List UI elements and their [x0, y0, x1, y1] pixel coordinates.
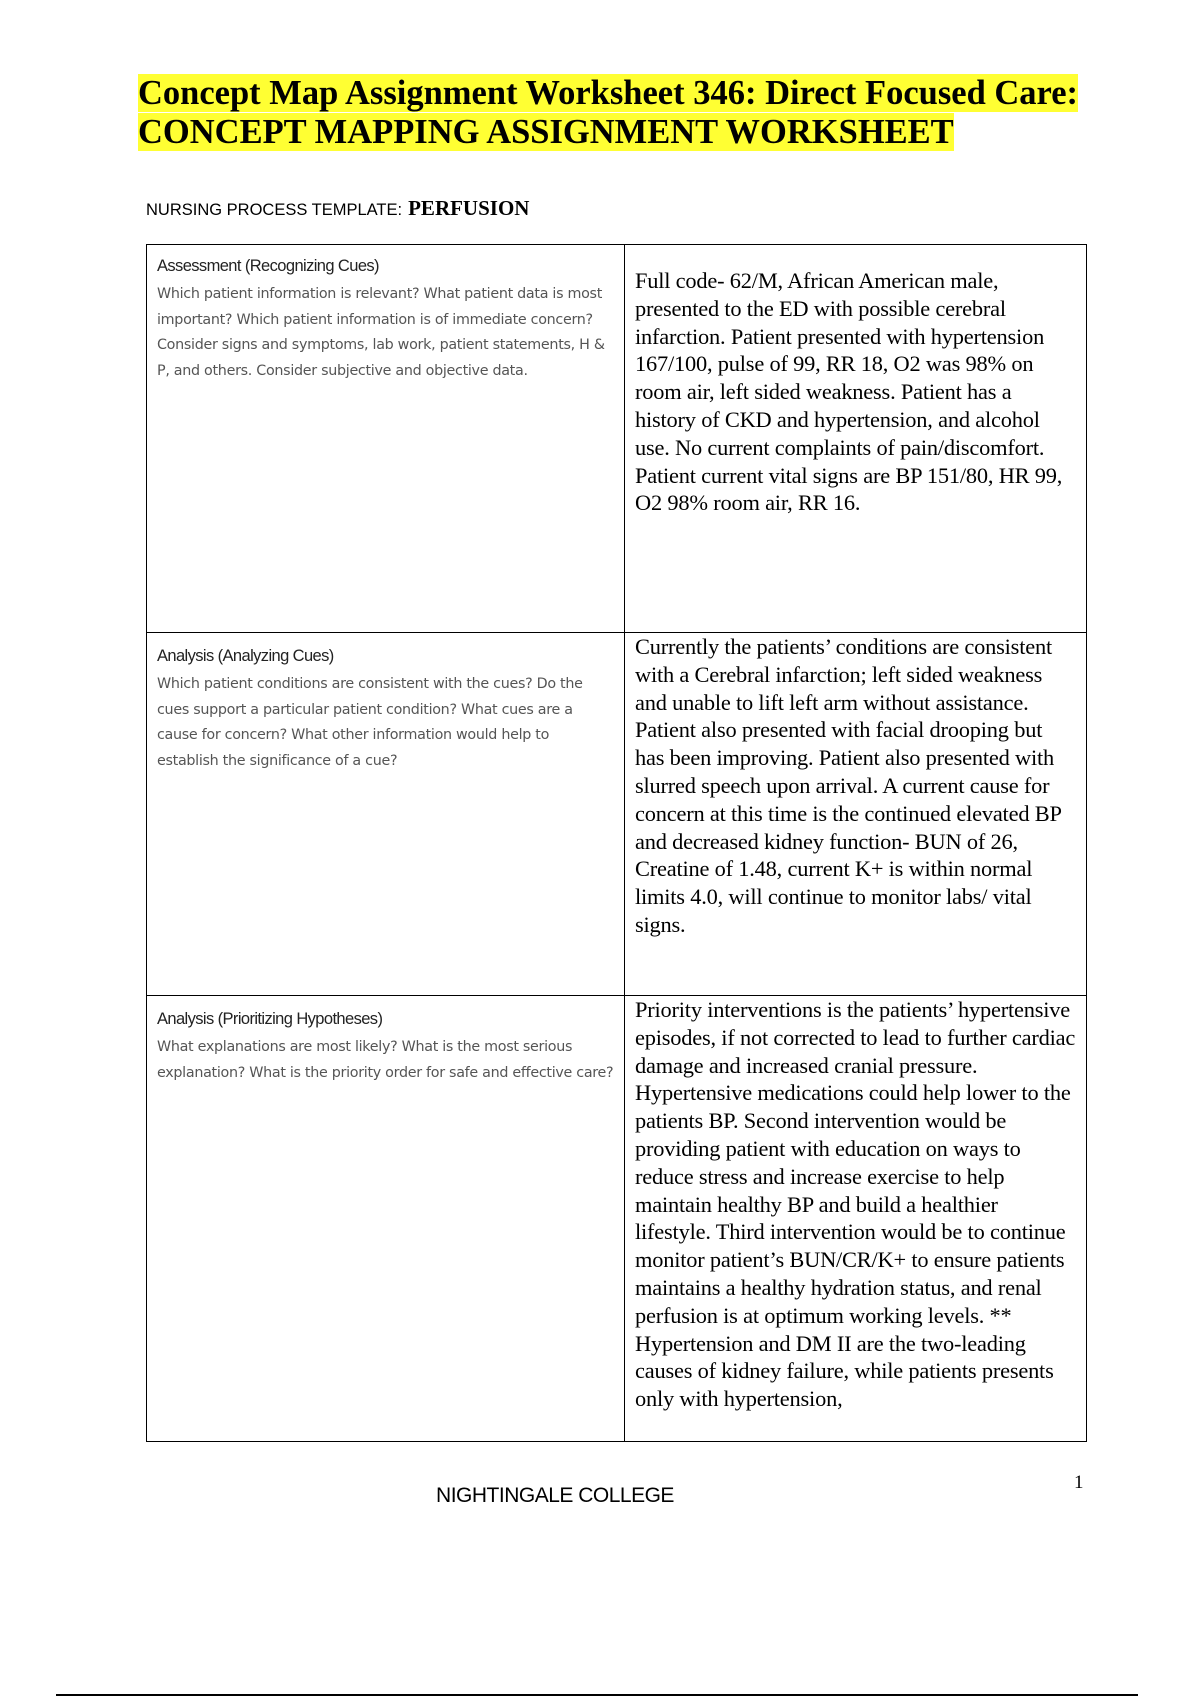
footer-college: NIGHTINGALE COLLEGE — [436, 1484, 674, 1507]
page-number: 1 — [1074, 1472, 1084, 1493]
table-row — [147, 245, 1087, 633]
template-label-row — [146, 196, 529, 221]
row-response: Currently the patients’ conditions are consistent with a Cerebral infarction; left sided weakness and unable to lift left arm without assistance. Patient also presented with facial drooping but has been improving. Patient also presented with slurred speech upon arrival. A current cause for concern at this time is the continued elevated BP and decreased kidney function- BUN of 26, Creatine of 1.48, current K+ is within normal limits 4.0, will continue to monitor labs/ vital signs. — [635, 634, 1061, 937]
row-response: Full code- 62/M, African American male, presented to the ED with possible cerebral infarction. Patient presented with hypertension 167/100, pulse of 99, RR 18, O2 was 98% on room air, left sided weakness. Patient has a history of CKD and hypertension, and alcohol use. No current complaints of pain/discomfort. Patient current vital signs are BP 151/80, HR 99, O2 98% room air, RR 16. — [635, 268, 1063, 516]
template-value: PERFUSION — [408, 196, 530, 220]
row-response: Priority interventions is the patients’ hypertensive episodes, if not corrected to lead to further cardiac damage and increased cranial pressure. Hypertensive medications could help lower to the patients BP. Second intervention would be providing patient with education on ways to reduce stress and increase exercise to help maintain healthy BP and build a healthier lifestyle. Third intervention would be to continue monitor patient’s BUN/CR/K+ to ensure patients maintains a healthy hydration status, and renal perfusion is at optimum working levels. ** Hypertension and DM II are the two-leading causes of kidney failure, while patients presents only with hypertension, — [635, 997, 1076, 1412]
table-row — [147, 633, 1087, 996]
title-line-2: CONCEPT MAPPING ASSIGNMENT WORKSHEET — [138, 113, 954, 151]
row-heading: Analysis (Prioritizing Hypotheses) — [157, 1010, 383, 1028]
row-heading: Analysis (Analyzing Cues) — [157, 647, 334, 665]
document-title — [138, 74, 1078, 152]
nursing-process-table — [146, 244, 1087, 1442]
table-row — [147, 996, 1087, 1442]
page-bottom-rule — [56, 1694, 1138, 1696]
prompt-cell — [147, 633, 625, 996]
template-label: NURSING PROCESS TEMPLATE: — [146, 201, 403, 219]
response-cell — [625, 633, 1087, 996]
title-line-1: Concept Map Assignment Worksheet 346: Direct Focused Care: — [138, 74, 1079, 112]
row-questions: What explanations are most likely? What is the most serious explanation? What is the priority order for safe and effective care? — [157, 1039, 614, 1081]
prompt-cell — [147, 996, 625, 1442]
row-questions: Which patient conditions are consistent with the cues? Do the cues support a particular patient condition? What cues are a cause for concern? What other information would help to establish the significance of a cue? — [157, 676, 583, 769]
prompt-cell — [147, 245, 625, 633]
response-cell — [625, 245, 1087, 633]
row-questions: Which patient information is relevant? What patient data is most important? Which patient information is of immediate concern? Consider signs and symptoms, lab work, patient statements, H & P, and others. Consider subjective and objective data. — [157, 286, 605, 379]
response-cell — [625, 996, 1087, 1442]
row-heading: Assessment (Recognizing Cues) — [157, 257, 379, 275]
